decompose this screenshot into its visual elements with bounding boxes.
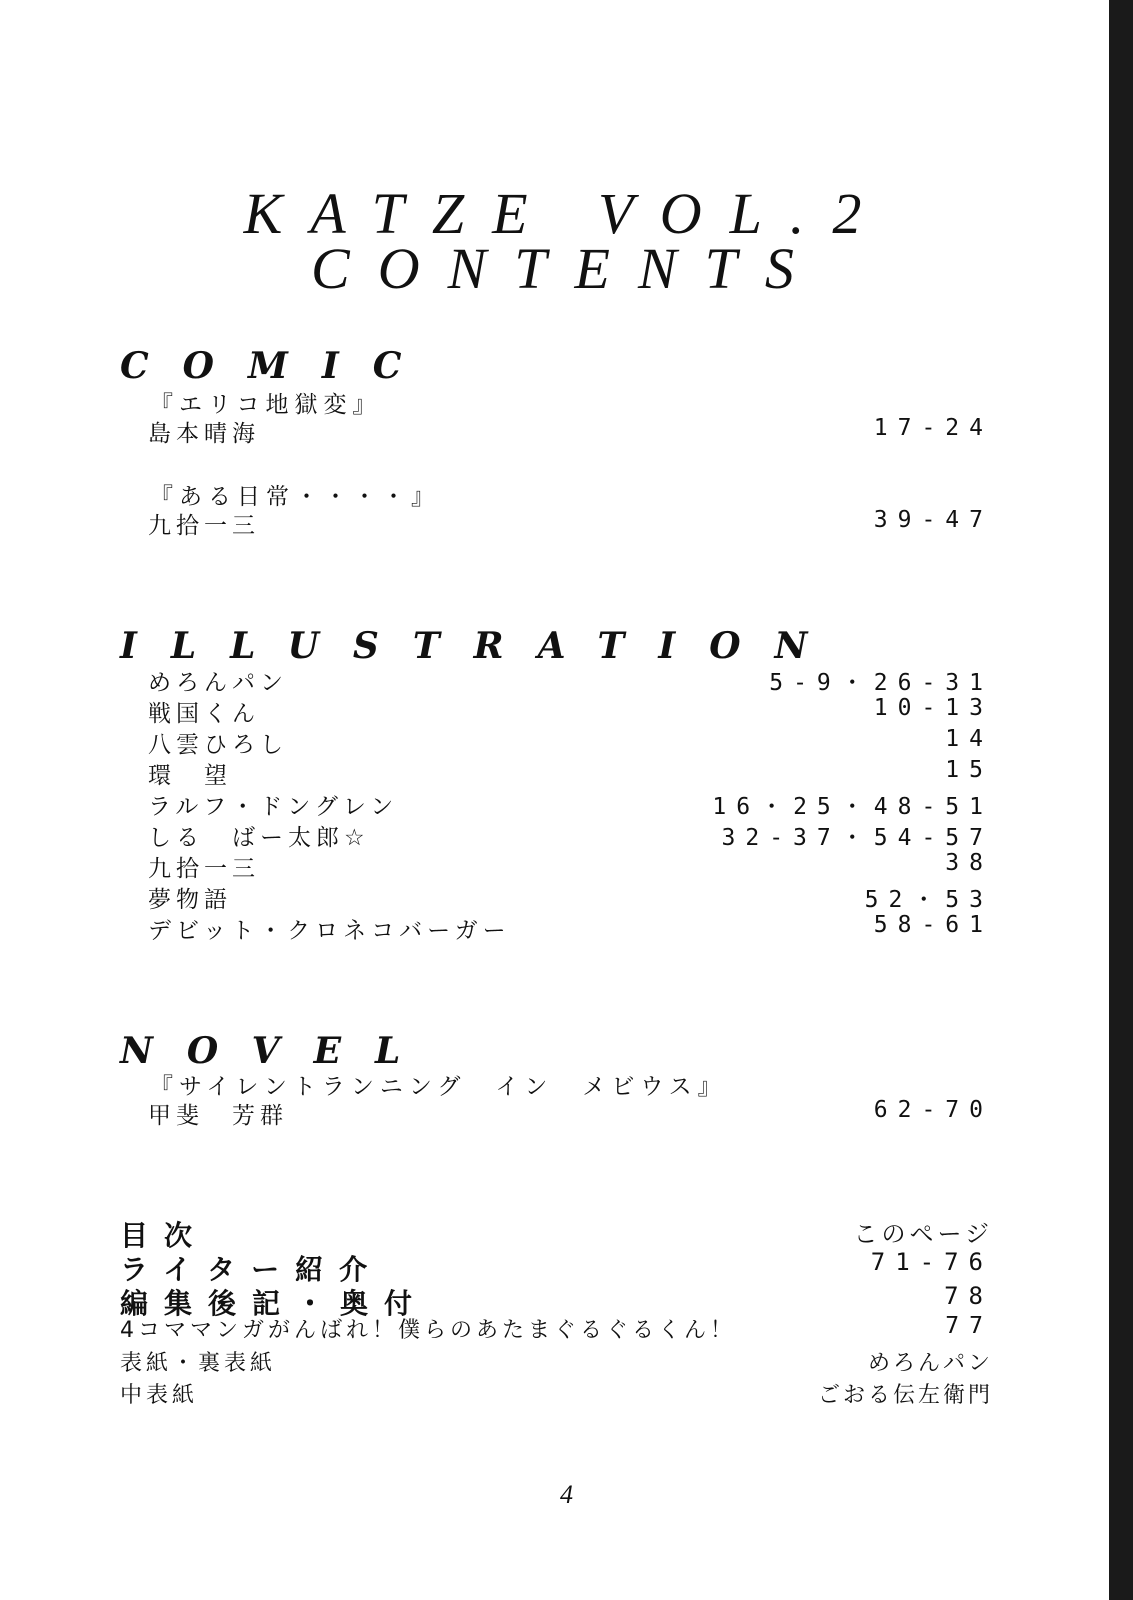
illustration-pages: 10-13	[873, 695, 993, 721]
illustration-pages: 15	[945, 757, 993, 783]
toc-value: このページ	[853, 1220, 993, 1248]
illustration-entry	[148, 664, 993, 694]
section-heading-comic: COMIC	[120, 345, 436, 387]
comic-author: 島本晴海	[148, 421, 260, 447]
illustration-pages: 58-61	[873, 912, 993, 938]
illustrator-name: デビット・クロネコバーガー	[148, 918, 511, 944]
illustration-pages: 38	[945, 850, 993, 876]
comic-title: 『エリコ地獄変』	[150, 392, 382, 418]
illustration-pages: 14	[945, 726, 993, 752]
page-number: 4	[560, 1480, 573, 1509]
novel-author: 甲斐 芳群	[148, 1103, 288, 1129]
illustrator-name: 戦国くん	[148, 701, 260, 727]
illustration-entry	[148, 757, 993, 787]
illustration-entry	[148, 788, 993, 818]
writers-label: ライター紹介	[120, 1253, 384, 1286]
novel-title: 『サイレントランニング イン メビウス』	[150, 1074, 727, 1100]
section-heading-novel: NOVEL	[120, 1030, 435, 1072]
cover-entry	[120, 1346, 993, 1376]
contents-title: CONTENTS	[311, 236, 822, 301]
illustration-pages: 16・25・48-51	[712, 794, 993, 820]
illustrator-name: 八雲ひろし	[148, 732, 288, 758]
novel-entry	[148, 1097, 993, 1127]
manga-entry	[120, 1313, 993, 1343]
inner-cover-label: 中表紙	[120, 1383, 199, 1408]
manga-label: 4コママンガがんばれ！僕らのあたまぐるぐるくん！	[120, 1318, 736, 1343]
illustration-entry	[148, 850, 993, 880]
illustrator-name: 環 望	[148, 763, 232, 789]
writers-entry	[120, 1248, 993, 1284]
toc-entry	[120, 1214, 993, 1250]
afterword-pages: 78	[944, 1282, 993, 1310]
illustrator-name: 九拾一三	[148, 856, 260, 882]
magazine-title: KATZE VOL.2	[243, 181, 890, 246]
comic-entry	[148, 415, 993, 445]
comic-entry	[148, 507, 993, 537]
illustration-entry	[148, 819, 993, 849]
section-heading-illustration: ILLUSTRATION	[120, 625, 842, 667]
illustration-entry	[148, 912, 993, 942]
illustration-entry	[148, 695, 993, 725]
illustrator-name: しる ばー太郎☆	[148, 825, 370, 851]
illustration-pages: 52・53	[864, 887, 993, 913]
novel-pages: 62-70	[873, 1097, 993, 1123]
inner-cover-artist: ごおる伝左衛門	[817, 1383, 993, 1408]
comic-title: 『ある日常・・・・』	[150, 484, 440, 510]
illustration-entry	[148, 881, 993, 911]
writers-pages: 71-76	[870, 1248, 993, 1276]
cover-artist: めろんパン	[867, 1351, 993, 1376]
comic-pages: 17-24	[873, 415, 993, 441]
inner-cover-entry	[120, 1378, 993, 1408]
illustration-entry	[148, 726, 993, 756]
cover-label: 表紙・裏表紙	[120, 1351, 277, 1376]
comic-pages: 39-47	[873, 507, 993, 533]
illustration-pages: 32-37・54-57	[721, 825, 993, 851]
illustrator-name: 夢物語	[148, 887, 232, 913]
comic-author: 九拾一三	[148, 513, 260, 539]
manga-pages: 77	[945, 1313, 993, 1339]
afterword-label: 編集後記・奥付	[120, 1287, 429, 1320]
illustration-pages: 5-9・26-31	[769, 670, 993, 696]
illustrator-name: めろんパン	[148, 670, 288, 696]
illustrator-name: ラルフ・ドングレン	[148, 794, 399, 820]
toc-label: 目次	[120, 1219, 209, 1252]
